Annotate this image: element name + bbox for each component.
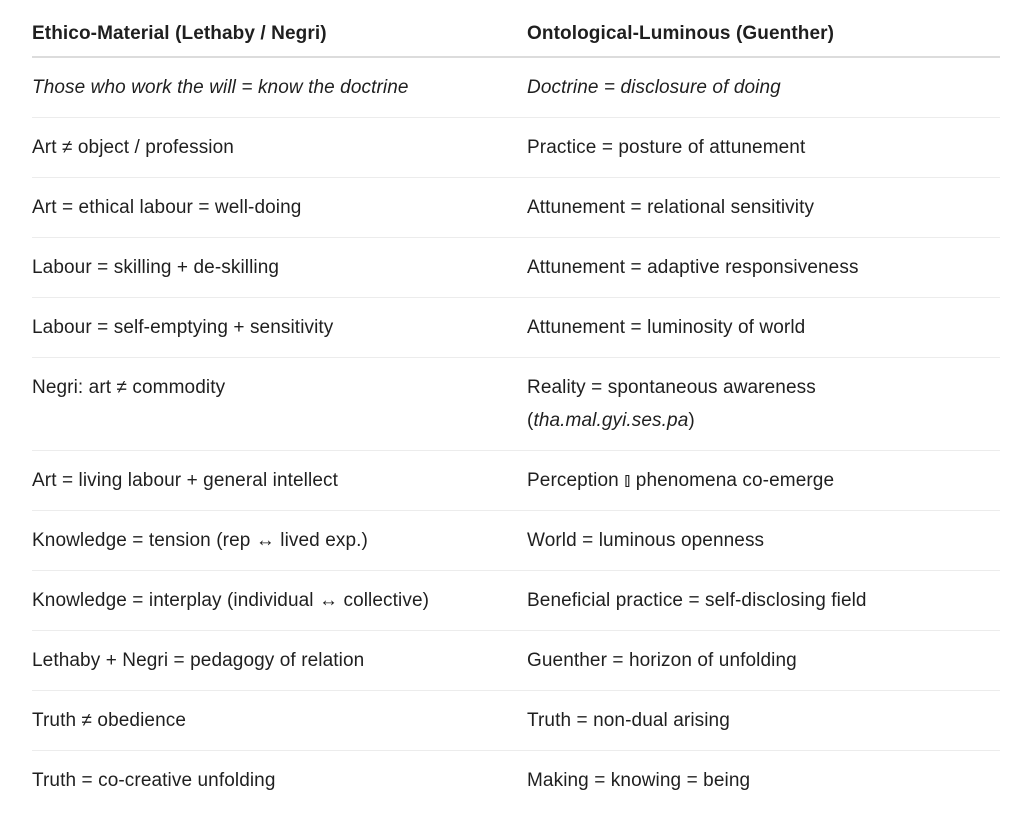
cell-left: Labour = skilling + de-skilling <box>32 257 280 278</box>
table-row <box>32 451 1000 511</box>
table-row <box>32 358 1000 451</box>
cell-right: Attunement = adaptive responsiveness <box>527 257 859 278</box>
table-row <box>32 631 1000 691</box>
cell-left: Labour = self-emptying + sensitivity <box>32 317 334 338</box>
cell-left: Lethaby + Negri = pedagogy of relation <box>32 650 365 671</box>
cell-right: World = luminous openness <box>527 530 765 551</box>
cell-left: Truth = co-creative unfolding <box>32 770 276 791</box>
cell-left: Knowledge = tension (rep ↔ lived exp.) <box>32 530 368 551</box>
cell-left: Art ≠ object / profession <box>32 137 234 158</box>
cell-left: Those who work the will = know the doctrine <box>32 77 409 98</box>
cell-right: Perception ⫾ phenomena co-emerge <box>527 470 835 491</box>
cell-right: Beneficial practice = self-disclosing field <box>527 590 867 611</box>
cell-left: Negri: art ≠ commodity <box>32 377 226 398</box>
cell-left: Knowledge = interplay (individual ↔ collective) <box>32 590 430 611</box>
table-row <box>32 58 1000 118</box>
table-row <box>32 238 1000 298</box>
cell-right: Truth = non-dual arising <box>527 710 730 731</box>
paren-open: ( <box>527 410 534 431</box>
cell-right: Guenther = horizon of unfolding <box>527 650 797 671</box>
tibetan-term: tha.mal.gyi.ses.pa <box>533 410 689 431</box>
cell-right: Attunement = relational sensitivity <box>527 197 815 218</box>
cell-right-line1: Reality = spontaneous awareness <box>527 377 816 398</box>
cell-left: Art = living labour + general intellect <box>32 470 338 491</box>
cell-right: Doctrine = disclosure of doing <box>527 77 781 98</box>
table-row <box>32 571 1000 631</box>
cell-right <box>527 358 1000 450</box>
table-row <box>32 751 1000 811</box>
table-row <box>32 178 1000 238</box>
table-row <box>32 298 1000 358</box>
table-row <box>32 511 1000 571</box>
table-row <box>32 691 1000 751</box>
cell-right-line2 <box>527 404 1000 437</box>
header-right: Ontological-Luminous (Guenther) <box>527 23 835 44</box>
paren-close: ) <box>688 410 695 431</box>
table-header-row <box>32 0 1000 58</box>
cell-right: Attunement = luminosity of world <box>527 317 806 338</box>
cell-right: Practice = posture of attunement <box>527 137 806 158</box>
header-left: Ethico-Material (Lethaby / Negri) <box>32 23 327 44</box>
comparison-table <box>32 0 1000 811</box>
cell-left: Truth ≠ obedience <box>32 710 187 731</box>
cell-left: Art = ethical labour = well-doing <box>32 197 302 218</box>
table-row <box>32 118 1000 178</box>
cell-right: Making = knowing = being <box>527 770 751 791</box>
